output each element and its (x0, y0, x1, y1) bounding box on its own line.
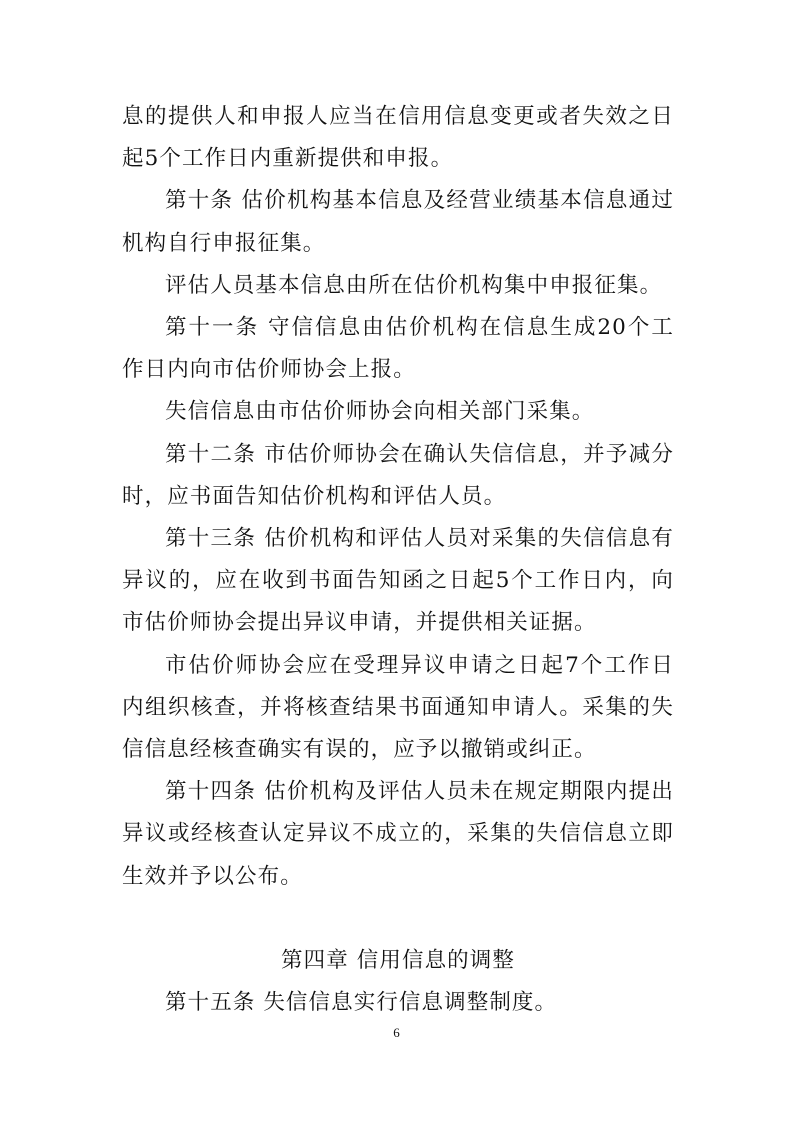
chapter-spacer (122, 898, 674, 940)
paragraph-dishonesty-info: 失信信息由市估价师协会向相关部门采集。 (165, 399, 595, 425)
paragraph-verification: 市估价师协会应在受理异议申请之日起7个工作日内组织核查，并将核查结果书面通知申请人。采集的失信信息经核查确实有误的，应予以撤销或纠正。 (122, 652, 674, 763)
paragraph-article-13: 第十三条 估价机构和评估人员对采集的失信信息有异议的，应在收到书面告知函之日起5个工作日内，向市估价师协会提出异议申请，并提供相关证据。 (122, 526, 674, 636)
paragraph-article-10: 第十条 估价机构基本信息及经营业绩基本信息通过机构自行申报征集。 (122, 188, 674, 256)
document-body (122, 96, 674, 1024)
page-number: 6 (393, 1025, 400, 1040)
paragraph-article-11: 第十一条 守信信息由估价机构在信息生成20个工作日内向市估价师协会上报。 (122, 315, 674, 383)
chapter-title: 第四章 信用信息的调整 (281, 947, 515, 973)
paragraph-article-15: 第十五条 失信信息实行信息调整制度。 (165, 990, 558, 1016)
paragraph-article-14: 第十四条 估价机构及评估人员未在规定期限内提出异议或经核查认定异议不成立的，采集的失信信息立即生效并予以公布。 (122, 779, 674, 889)
paragraph-appraiser-info: 评估人员基本信息由所在估价机构集中申报征集。 (165, 272, 663, 298)
paragraph-article-12: 第十二条 市估价师协会在确认失信信息，并予减分时，应书面告知估价机构和评估人员。 (122, 441, 674, 509)
paragraph-continuation: 息的提供人和申报人应当在信用信息变更或者失效之日起5个工作日内重新提供和申报。 (122, 104, 674, 172)
